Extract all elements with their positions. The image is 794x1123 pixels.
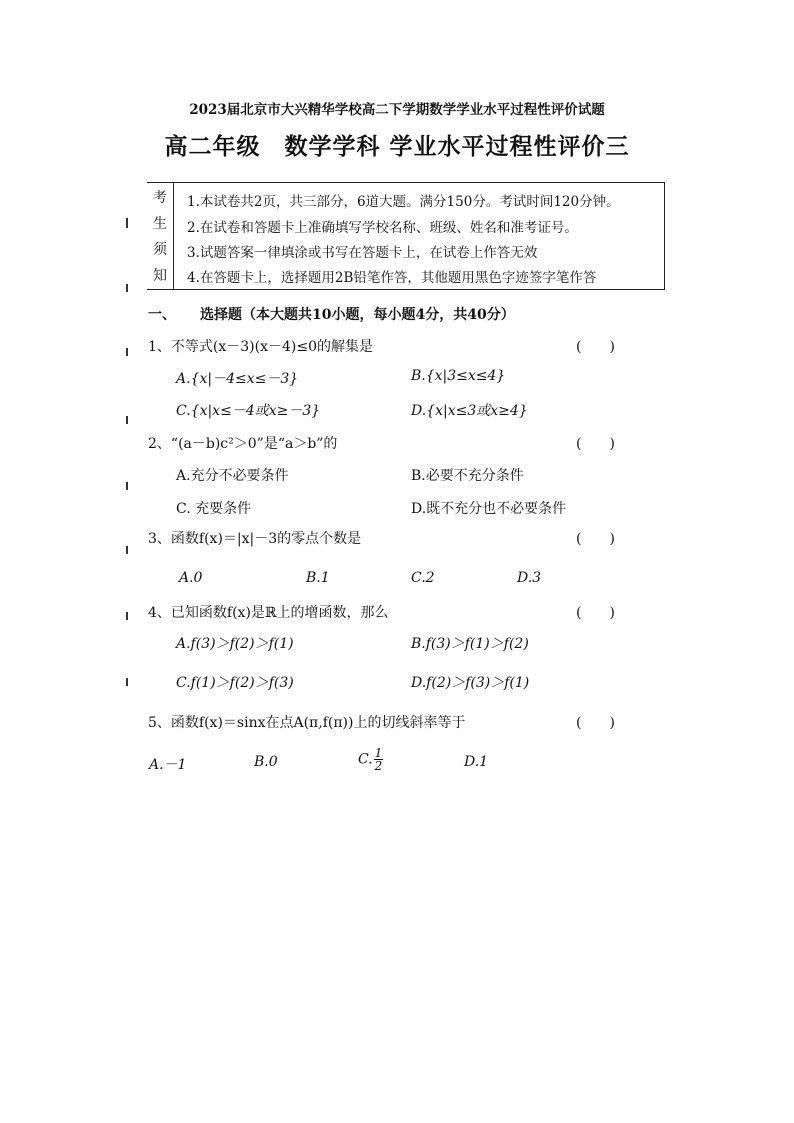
notice-label-column [147, 183, 174, 289]
fraction-denominator: 2 [374, 759, 383, 773]
notice-line: 4.在答题卡上，选择题用2B铅笔作答，其他题用黑色字迹签字笔作答 [187, 270, 597, 286]
notice-label-char: 须 [153, 242, 167, 258]
question-5-option-a: A.－1 [149, 757, 187, 773]
scan-margin-mark [126, 678, 128, 686]
question-1-option-b: B.{x|3≤x≤4} [411, 368, 506, 384]
question-3-option-c: C.2 [411, 570, 435, 586]
question-2-answer-paren: ( ) [576, 436, 615, 452]
question-3-stem: 3、函数f(x)＝|x|－3的零点个数是 [148, 531, 362, 547]
question-5-option-c [358, 747, 383, 772]
question-5-answer-paren: ( ) [576, 715, 615, 731]
notice-label-char: 考 [153, 190, 167, 206]
notice-label-char: 知 [153, 268, 167, 284]
exam-main-title: 高二年级 数学学科 学业水平过程性评价三 [164, 133, 630, 160]
question-4-option-b: B.f(3)＞f(1)＞f(2) [411, 636, 529, 652]
question-1-option-d: D.{x|x≤3或x≥4} [411, 403, 528, 419]
notice-label-char: 生 [153, 216, 167, 232]
question-4-answer-paren: ( ) [576, 605, 615, 621]
question-5-option-b: B.0 [254, 754, 278, 770]
question-3-option-a: A.0 [179, 570, 203, 586]
exam-notice-box [147, 182, 665, 290]
question-2-option-d: D.既不充分也不必要条件 [411, 501, 567, 517]
question-4-option-c: C.f(1)＞f(2)＞f(3) [176, 675, 294, 691]
scan-margin-mark [126, 218, 128, 228]
question-2-option-b: B.必要不充分条件 [411, 468, 524, 484]
section-number: 一、 [148, 307, 176, 323]
question-2-option-a: A.充分不必要条件 [176, 468, 289, 484]
notice-line: 2.在试卷和答题卡上准确填写学校名称、班级、姓名和准考证号。 [187, 220, 578, 236]
scan-margin-mark [126, 284, 128, 292]
question-1-option-a: A.{x|－4≤x≤－3} [176, 371, 299, 387]
scan-margin-mark [126, 546, 128, 554]
question-2-stem: 2、“(a－b)c²＞0”是“a＞b”的 [148, 436, 338, 452]
question-3-answer-paren: ( ) [576, 531, 615, 547]
scan-margin-mark [126, 482, 128, 490]
exam-source-title: 2023届北京市大兴精华学校高二下学期数学学业水平过程性评价试题 [189, 102, 605, 118]
question-4-option-a: A.f(3)＞f(2)＞f(1) [176, 636, 294, 652]
question-5-option-d: D.1 [464, 754, 489, 770]
notice-line: 3.试题答案一律填涂或书写在答题卡上，在试卷上作答无效 [187, 245, 538, 261]
scan-margin-mark [126, 348, 128, 356]
question-2-option-c: C. 充要条件 [176, 501, 252, 517]
section-title: 选择题（本大题共10小题，每小题4分，共40分） [200, 307, 515, 323]
fraction-numerator: 1 [374, 746, 383, 760]
question-5-stem: 5、函数f(x)＝sinx在点A(π,f(π))上的切线斜率等于 [148, 715, 466, 731]
scan-margin-mark [126, 612, 128, 620]
question-4-option-d: D.f(2)＞f(3)＞f(1) [411, 675, 530, 691]
question-1-stem: 1、不等式(x－3)(x－4)≤0的解集是 [148, 339, 373, 355]
question-1-option-c: C.{x|x≤－4或x≥－3} [176, 403, 321, 419]
fraction-one-half [374, 747, 384, 772]
question-4-stem: 4、已知函数f(x)是ℝ上的增函数，那么 [148, 605, 389, 621]
notice-line: 1.本试卷共2页，共三部分，6道大题。满分150分。考试时间120分钟。 [187, 194, 620, 210]
scan-margin-mark [126, 416, 128, 424]
question-1-answer-paren: ( ) [576, 339, 615, 355]
question-5-option-c-label: C. [358, 751, 373, 768]
question-3-option-d: D.3 [517, 570, 542, 586]
question-3-option-b: B.1 [306, 570, 330, 586]
